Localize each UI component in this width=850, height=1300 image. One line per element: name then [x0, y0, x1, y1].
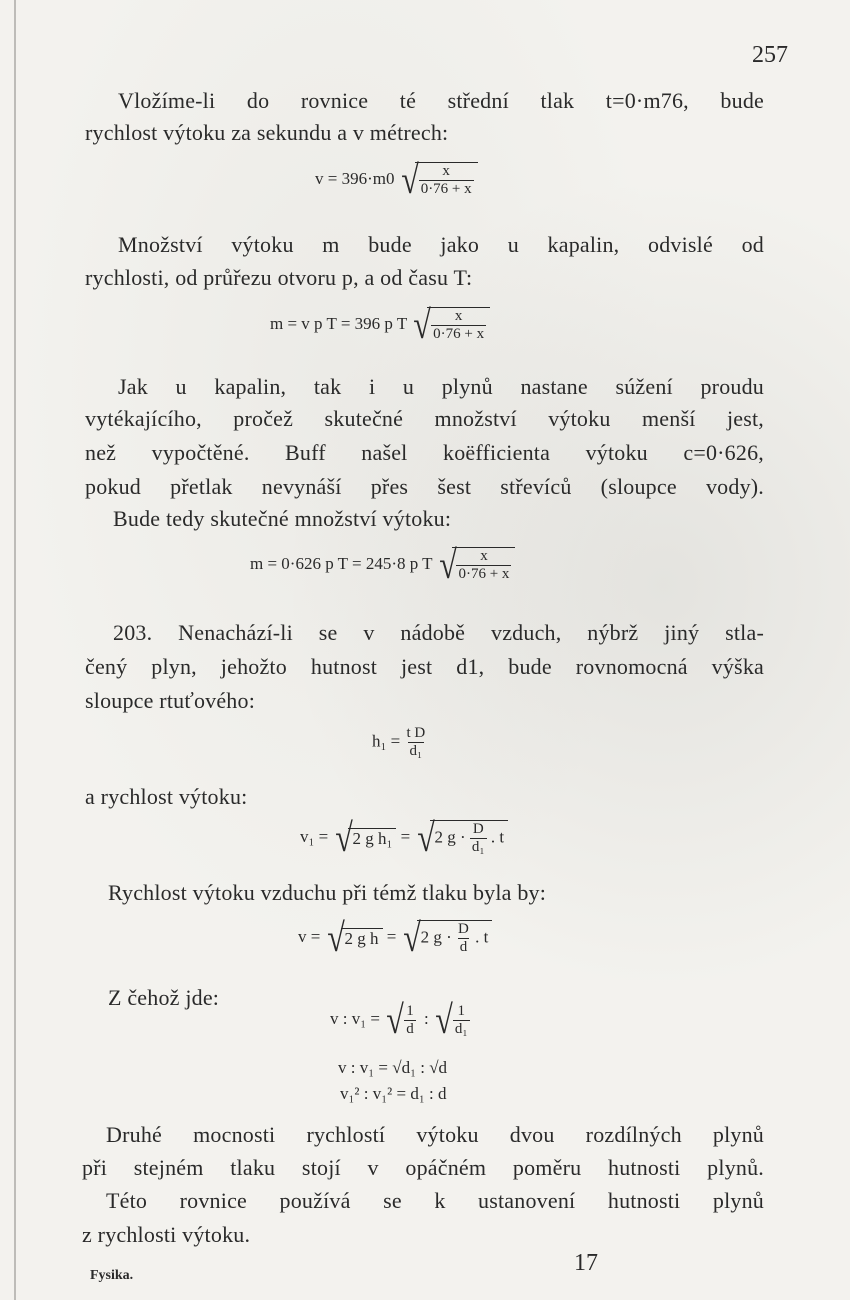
formula-actual-quantity: [250, 542, 515, 587]
formula-lhs: m = 0·626 p T = 245·8 p T: [250, 553, 433, 573]
paragraph-line: Z čehož jde:: [108, 985, 220, 1010]
paragraph-line: Druhé mocnosti rychlostí výtoku dvou rozdílných plynů: [106, 1122, 764, 1147]
paragraph-line: než vypočtěné. Buff našel koëfficienta výtoku c=0·626,: [85, 440, 764, 465]
paragraph-line: Této rovnice používá se k ustanovení hutnosti plynů: [106, 1188, 764, 1213]
paragraph-line: a rychlost výtoku:: [85, 784, 248, 809]
paragraph-line: Množství výtoku m bude jako u kapalin, odvislé od: [118, 232, 764, 257]
paragraph-line: Bude tedy skutečné množství výtoku:: [113, 506, 452, 531]
paragraph-line: Vložíme-li do rovnice té střední tlak t=0·m76, bude: [118, 88, 764, 113]
paragraph-line: vytékajícího, pročež skutečné množství výtoku menší jest,: [85, 406, 764, 431]
paragraph-line: rychlosti, od průřezu otvoru p, a od času T:: [85, 265, 473, 290]
formula-height: h₁ = $\frac{\text{t D}}{\text{d₁}}$: [372, 725, 426, 759]
formula-lhs: v = 396·m0: [315, 168, 395, 188]
formula-velocity-air: v = √2 g h = √2 g · $\frac{D}{d}$ . t: [298, 918, 492, 958]
formula-lhs: m = v p T = 396 p T: [270, 313, 407, 333]
sqrt-symbol: √ $\frac{x}{0\cdot 76 + x}$: [411, 305, 490, 345]
paragraph-line: při stejném tlaku stojí v opáčném poměru hutnosti plynů.: [82, 1155, 764, 1180]
formula-ratio: v : v₁ = √ $\frac{1}{d}$ : √ $\frac{1}{\text{d₁}}$: [330, 997, 468, 1042]
signature-number: 17: [574, 1250, 598, 1276]
page-number: 257: [752, 42, 788, 68]
paragraph-line: rychlost výtoku za sekundu a v métrech:: [85, 120, 449, 145]
formula-lhs: h₁ =: [372, 731, 401, 751]
formula-velocity: [315, 157, 478, 202]
formula-quantity: [270, 302, 490, 347]
formula-velocity-gas: v₁ = √2 g h₁ = √2 g · $\frac{D}{\text{d₁}}$ . t: [300, 818, 508, 858]
paragraph-line: Rychlost výtoku vzduchu při témž tlaku byla by:: [108, 880, 547, 905]
paragraph-line: Jak u kapalin, tak i u plynů nastane súžení proudu: [118, 374, 764, 399]
paragraph-line: z rychlosti výtoku.: [82, 1222, 251, 1247]
formula-ratio-squared: v₁² : v₁² = d₁ : d: [340, 1084, 447, 1103]
sqrt-symbol: √ $\frac{x}{0\cdot 76 + x}$: [437, 545, 516, 585]
paragraph-line: 203. Nenachází-li se v nádobě vzduch, nýbrž jiný stla-: [113, 620, 764, 645]
paragraph-line: pokud přetlak nevynáší přes šest střevíců (sloupce vody).: [85, 474, 764, 499]
signature-label: Fysika.: [90, 1268, 134, 1283]
sqrt-symbol: √ $\frac{x}{0\cdot 76 + x}$: [399, 160, 478, 200]
page-edge: [14, 0, 16, 1300]
paragraph-line: sloupce rtuťového:: [85, 688, 256, 713]
formula-ratio-sqrt: v : v₁ = √d₁ : √d: [338, 1058, 448, 1077]
paragraph-line: čený plyn, jehožto hutnost jest d1, bude rovnomocná výška: [85, 654, 764, 679]
